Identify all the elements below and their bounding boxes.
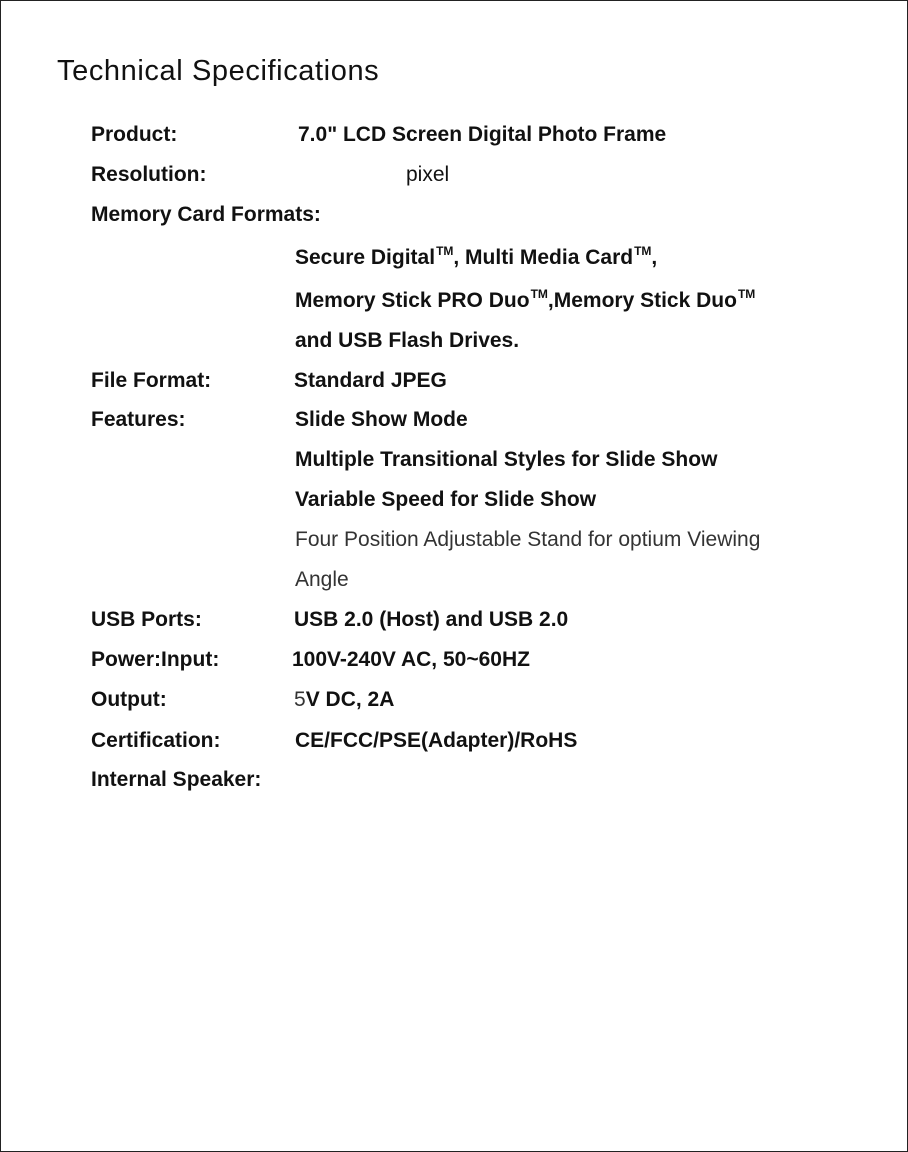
secure-digital-text: Secure Digital — [295, 246, 436, 269]
certification-label: Certification: — [91, 729, 221, 752]
page-title: Technical Specifications — [57, 55, 380, 87]
features-label: Features: — [91, 408, 186, 431]
memory-card-line-1 — [295, 245, 657, 271]
trademark-mark: TM — [530, 287, 548, 301]
output-value — [294, 687, 394, 713]
memory-card-line-2 — [295, 288, 755, 314]
feature-item: Multiple Transitional Styles for Slide Show — [295, 448, 718, 471]
trademark-mark: TM — [436, 244, 454, 258]
trademark-mark: TM — [737, 287, 756, 301]
output-digit: 5 — [294, 688, 306, 711]
resolution-label: Resolution: — [91, 163, 207, 186]
feature-item: Four Position Adjustable Stand for optium Viewing — [295, 528, 761, 551]
product-value: 7.0" LCD Screen Digital Photo Frame — [298, 123, 667, 146]
file-format-label: File Format: — [91, 369, 212, 392]
feature-item: Variable Speed for Slide Show — [295, 488, 597, 511]
usb-ports-value: USB 2.0 (Host) and USB 2.0 — [294, 608, 569, 631]
memory-card-line-3: and USB Flash Drives. — [295, 329, 520, 352]
power-input-value: 100V-240V AC, 50~60HZ — [292, 648, 530, 671]
power-input-label: Power:Input: — [91, 648, 220, 671]
feature-item: Slide Show Mode — [295, 408, 468, 431]
file-format-value: Standard JPEG — [294, 369, 447, 392]
usb-ports-label: USB Ports: — [91, 608, 202, 631]
multi-media-card-text: , Multi Media Card — [453, 246, 634, 269]
trademark-mark: TM — [634, 244, 652, 258]
comma-text: , — [651, 246, 658, 269]
memory-stick-duo-text: ,Memory Stick Duo — [547, 289, 737, 312]
output-rest: V DC, 2A — [305, 688, 395, 711]
feature-item: Angle — [295, 568, 349, 591]
output-label: Output: — [91, 688, 167, 711]
resolution-value: pixel — [406, 163, 450, 186]
memory-stick-pro-duo-text: Memory Stick PRO Duo — [295, 289, 530, 312]
product-label: Product: — [91, 123, 178, 146]
certification-value: CE/FCC/PSE(Adapter)/RoHS — [295, 729, 578, 752]
memory-card-label: Memory Card Formats: — [91, 203, 321, 226]
internal-speaker-label: Internal Speaker: — [91, 768, 262, 791]
